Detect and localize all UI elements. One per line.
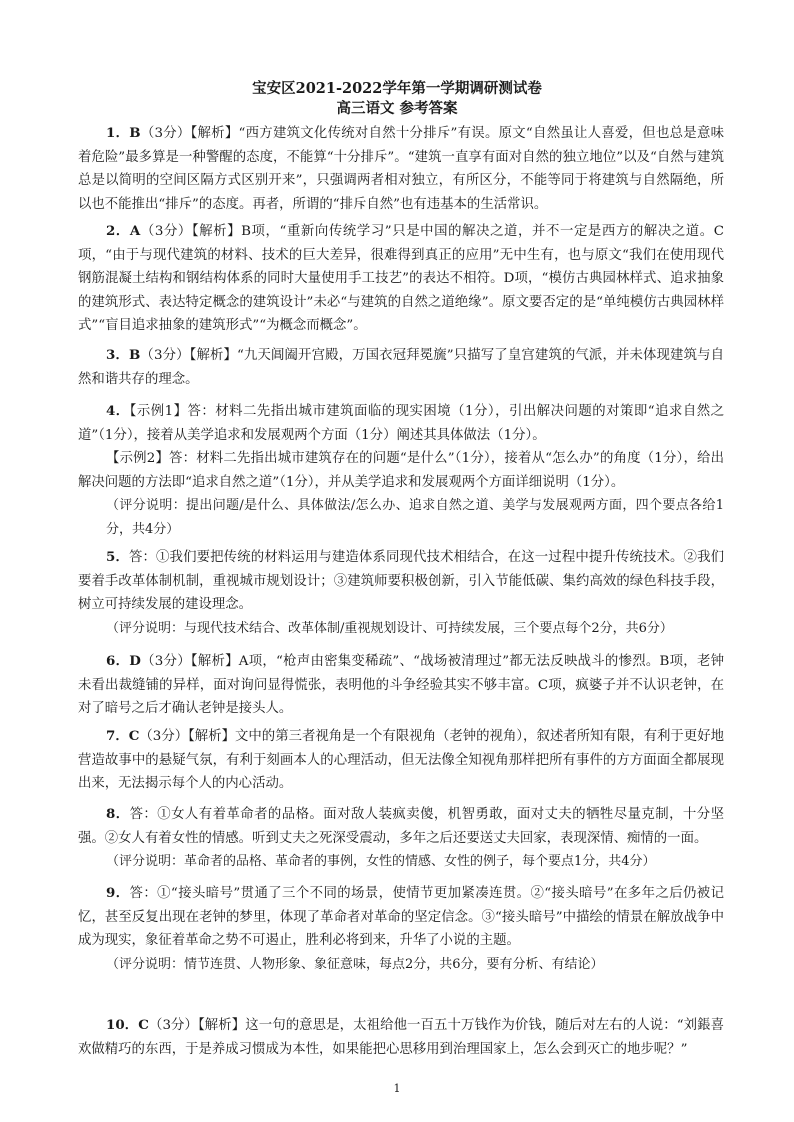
- answer-example-2: 【示例2】答：材料二先指出城市建筑存在的问题“是什么”（1分），接着从“怎么办”的角度（1分），给出解决问题的方法即“追求自然之道”（1分），并从美学追求和发展观两个方面详细说明（1分）。: [78, 451, 724, 490]
- document-title: 宝安区2021-2022学年第一学期调研测试卷: [252, 80, 542, 97]
- answer-7: [78, 725, 724, 796]
- answer-5: [78, 546, 724, 640]
- answer-10: [78, 1014, 724, 1061]
- answer-text: （3分）【解析】文中的第三者视角是一个有限视角（老钟的视角），叙述者所知有限，有利于更好地营造故事中的悬疑气氛，有利于刻画本人的心理活动，但无法像全知视角那样把所有事件的方方面面全都展现出来，无法揭示每个人的内心活动。: [78, 729, 724, 791]
- answer-text: （3分）【解析】A项，“枪声由密集变稀疏”、“战场被清理过”都无法反映战斗的惨烈。B项，老钟未看出裁缝铺的异样，面对询问显得慌张，表明他的斗争经验其实不够丰富。C项，疯婆子并不认识老钟，在对了暗号之后才确认老钟是接头人。: [78, 654, 724, 716]
- answer-4: [78, 400, 724, 541]
- answer-text: 答：①“接头暗号”贯通了三个不同的场景，使情节更加紧凑连贯。②“接头暗号”在多年之后仍被记忆，甚至反复出现在老钟的梦里，体现了革命者对革命的坚定信念。③“接头暗号”中描绘的情景在解放战争中成为现实，象征着革命之势不可遏止，胜利必将到来，升华了小说的主题。: [78, 886, 724, 948]
- answer-text: 答：①女人有着革命者的品格。面对敌人装疯卖傻，机智勇敢，面对丈夫的牺牲尽量克制，十分坚强。②女人有着女性的情感。听到丈夫之死深受震动，多年之后还要送丈夫回家，表现深情、痴情的一面。: [78, 807, 724, 846]
- answer-number: 2．A: [106, 223, 141, 239]
- answer-text: 答：①我们要把传统的材料运用与建造体系同现代技术相结合，在这一过程中提升传统技术。②我们要着手改革体制机制，重视城市规划设计；③建筑师要积极创新，引入节能低碳、集约高效的绿色科技手段，树立可持续发展的建设理念。: [78, 550, 724, 612]
- answer-number: 8．: [106, 806, 130, 822]
- scoring-note: （评分说明：提出问题/是什么、具体做法/怎么办、追求自然之道、美学与发展观两方面，四个要点各给1分，共4分）: [106, 498, 724, 537]
- answer-number: 4．: [106, 403, 130, 419]
- answer-number: 5．: [106, 549, 129, 565]
- answer-1: [78, 122, 724, 216]
- answer-text: （3分）【解析】B项，“重新向传统学习”只是中国的解决之道，并不一定是西方的解决之道。C项，“由于与现代建筑的材料、技术的巨大差异，很难得到真正的应用”无中生有，也与原文“我们在使用现代钢筋混凝土结构和钢结构体系的同时大量使用手工技艺”的表达不相符。D项，“模仿古典园林样式、追求抽象的建筑形式、表达特定概念的建筑设计”未必“与建筑的自然之道绝缘”。原文要否定的是“单纯模仿古典园林样式”“盲目追求抽象的建筑形式”“为概念而概念”。: [78, 224, 724, 333]
- answer-text: 【示例1】答：材料二先指出城市建筑面临的现实困境（1分），引出解决问题的对策即“追求自然之道”（1分），接着从美学追求和发展观两个方面（1分）阐述其具体做法（1分）。: [78, 404, 724, 443]
- answer-text: （3分）【解析】“九天阊阖开宫殿，万国衣冠拜冕旒”只描写了皇宫建筑的气派，并未体现建筑与自然和谐共存的理念。: [78, 348, 725, 387]
- document-subtitle: 高三语文 参考答案: [336, 100, 458, 117]
- answer-text: （3分）【解析】这一句的意思是，太祖给他一百五十万钱作为价钱，随后对左右的人说：“刘鋹喜欢做精巧的东西，于是养成习惯成为本性，如果能把心思移用到治理国家上，怎么会到灭亡的地步呢？”: [78, 1018, 724, 1057]
- answer-number: 1．B: [106, 125, 141, 141]
- answer-2: [78, 220, 724, 338]
- scoring-note: （评分说明：与现代技术结合、改革体制/重视规划设计、可持续发展，三个要点每个2分，共6分）: [106, 620, 673, 636]
- answer-3: [78, 344, 724, 391]
- answer-8: [78, 803, 724, 874]
- answer-number: 3．B: [106, 347, 141, 363]
- scoring-note: （评分说明：革命者的品格、革命者的事例，女性的情感、女性的例子，每个要点1分，共4分）: [106, 854, 656, 869]
- answer-6: [78, 650, 724, 721]
- answer-number: 6．D: [106, 653, 141, 669]
- answer-text: （3分）【解析】“西方建筑文化传统对自然十分排斥”有误。原文“自然虽让人喜爱，但也总是意味着危险”最多算是一种警醒的态度，不能算“十分排斥”。“建筑一直享有面对自然的独立地位”以及“自然与建筑总是以简明的空间区隔方式区别开来”，只强调两者相对独立，有所区分，不能等同于将建筑与自然隔绝，所以也不能推出“排斥”的态度。再者，所谓的“排斥自然”也有违基本的生活常识。: [78, 126, 724, 212]
- answer-number: 10．C: [106, 1017, 149, 1033]
- page-number: 1: [393, 1082, 401, 1095]
- scoring-note: （评分说明：情节连贯、人物形象、象征意味，每点2分，共6分，要有分析、有结论）: [106, 956, 604, 972]
- answer-9: [78, 882, 724, 976]
- answer-number: 9．: [106, 885, 130, 901]
- answer-number: 7．C: [106, 728, 140, 744]
